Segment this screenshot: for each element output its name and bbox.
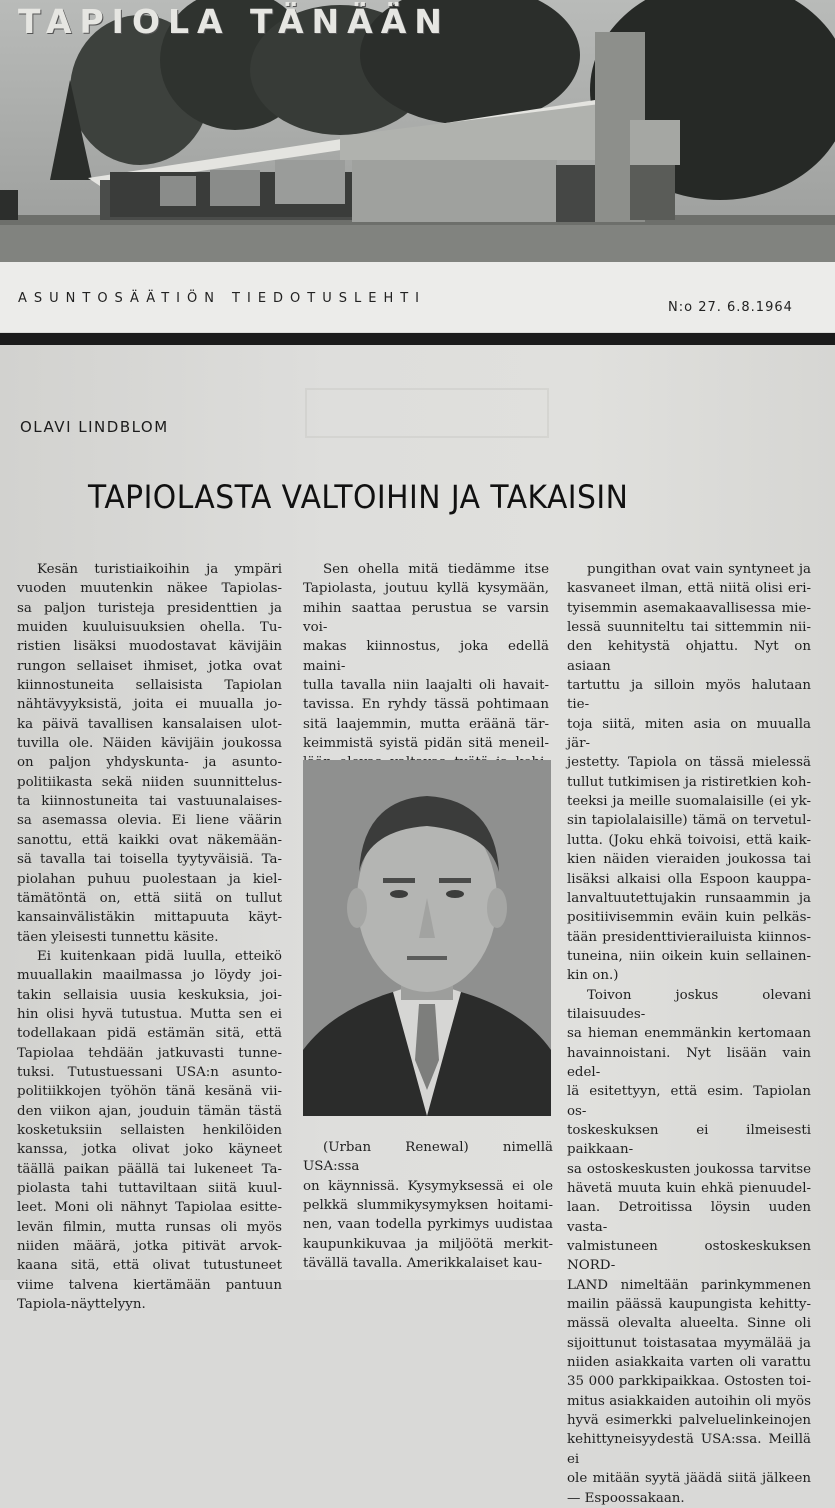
text-column-1 (17, 560, 282, 1314)
horizontal-rule (0, 333, 835, 345)
publication-name: ASUNTOSÄÄTIÖN TIEDOTUSLEHTI (18, 291, 427, 306)
text-line: mitus asiakkaiden autoihin oli myös (567, 1393, 811, 1409)
paragraph (567, 986, 811, 1508)
text-line: sin tapiolalaisille) tämä on tervetul- (567, 813, 811, 829)
text-line: viime talvena kiertämään pantuun (17, 1277, 282, 1293)
text-line: tavissa. En ryhdy tässä pohtimaan (303, 697, 549, 713)
text-line: ristien lisäksi muodostavat kävijäin (17, 639, 282, 655)
text-line: mailin päässä kaupungista kehitty- (567, 1297, 811, 1313)
text-line: laan. Detroitissa löysin uuden vasta- (567, 1200, 811, 1235)
text-line: vuoden muutenkin näkee Tapiolas- (17, 581, 282, 597)
text-line: nen, vaan todella pyrkimys uudistaa (303, 1217, 553, 1233)
text-column-2-bottom (303, 1138, 553, 1273)
text-line: hävetä muuta kuin ehkä pienuudel- (567, 1181, 811, 1196)
text-line: tartuttu ja silloin myös halutaan tie- (567, 678, 811, 713)
text-line: tuneina, niin oikein kuin sellainen- (567, 948, 811, 964)
text-line: nähtävyyksistä, joita ei muualla jo- (17, 697, 282, 713)
header-photo (0, 0, 835, 262)
text-line: Kesän turistiaikoihin ja ympäri (37, 562, 282, 577)
text-line: Ei kuitenkaan pidä luulla, etteikö (37, 948, 282, 964)
text-line: kaupunkikuvaa ja miljöötä merkit- (303, 1236, 553, 1252)
text-line: on käynnissä. Kysymyksessä ei ole (303, 1178, 553, 1194)
text-line: politiikkojen työhön tänä kesänä vii- (17, 1084, 282, 1100)
paragraph (567, 560, 811, 986)
text-line: täällä paikan päällä tai lukeneet Ta- (17, 1161, 282, 1177)
text-line: keimmistä syistä pidän sitä meneil- (303, 736, 549, 752)
text-line: ole mitään syytä jäädä siitä jälkeen (567, 1471, 811, 1487)
text-line: toskeskuksen ei ilmeisesti paikkaan- (567, 1122, 811, 1158)
text-line: den viikon ajan, jouduin tämän tästä (17, 1103, 282, 1119)
portrait-illustration (303, 760, 551, 1116)
text-line: todellakaan pidä estämän sitä, että (17, 1026, 282, 1042)
text-line: Tapiolaa tehdään jatkuvasti tunne- (17, 1045, 282, 1061)
text-line: valmistuneen ostoskeskuksen NORD- (567, 1239, 811, 1274)
text-line: on paljon yhdyskunta- ja asunto- (17, 755, 282, 771)
text-line: sa paljon turisteja presidenttien ja (17, 600, 282, 616)
text-line: kaana sitä, että olivat tutustuneet (17, 1258, 282, 1274)
text-line: tyisemmin asemakaavallisessa mie- (567, 600, 811, 616)
text-line: sanottu, että kaikki ovat näkemään- (17, 832, 282, 848)
paragraph (303, 1138, 553, 1273)
text-line: sa hieman enemmänkin kertomaan (567, 1026, 811, 1042)
text-line: Tapiola-näyttelyyn. (17, 1297, 146, 1313)
text-column-3 (567, 560, 811, 1508)
text-line: kin on.) (567, 968, 619, 984)
text-line: — Espoossakaan. (567, 1490, 685, 1506)
text-line: pelkkä slummikysymyksen hoitami- (303, 1198, 553, 1214)
text-line: Sen ohella mitä tiedämme itse (323, 562, 549, 577)
text-line: tuvilla ole. Näiden kävijäin joukossa (17, 736, 282, 752)
masthead-title: TAPIOLA TÄNÄÄN (18, 2, 450, 41)
text-line: hin olisi hyvä tutustua. Mutta sen ei (17, 1006, 282, 1022)
text-line: piolahan puhuu puolestaan ja kiel- (17, 871, 282, 887)
article-headline: TAPIOLASTA VALTOIHIN JA TAKAISIN (88, 478, 629, 516)
text-line: Tapiolasta, joutuu kyllä kysymään, (303, 581, 549, 597)
text-line: makas kiinnostus, joka edellä maini- (303, 639, 549, 674)
text-line: den kehitystä ohjattu. Nyt on asiaan (567, 639, 811, 674)
text-line: lanvaltuutettujakin runsaammin ja (567, 890, 811, 906)
text-line: leet. Moni oli nähnyt Tapiolaa esitte- (17, 1200, 282, 1216)
text-line: kiinnostuneita sellaisista Tapiolan (17, 678, 282, 694)
text-line: mässä olevalta alueelta. Sinne oli (567, 1316, 811, 1332)
author-name: OLAVI LINDBLOM (20, 418, 169, 436)
text-line: rungon sellaiset ihmiset, jotka ovat (17, 658, 282, 674)
text-line: teeksi ja meille suomalaisille (ei yk- (567, 794, 811, 810)
text-line: toja siitä, miten asia on muualla jär- (567, 716, 811, 752)
text-line: lä esitettyyn, että esim. Tapiolan os- (567, 1084, 811, 1119)
text-line: tuksi. Tutustuessani USA:n asunto- (17, 1064, 282, 1080)
text-line: sa ostoskeskusten joukossa tarvitse (567, 1161, 811, 1177)
text-line: LAND nimeltään parinkymmenen (567, 1277, 811, 1293)
text-line: lessä suunniteltu tai sittemmin nii- (567, 620, 811, 636)
text-line: tävällä tavalla. Amerikkalaiset kau- (303, 1256, 543, 1272)
text-line: niiden määrä, jotka pitivät arvok- (17, 1239, 282, 1255)
paragraph (17, 560, 282, 947)
text-line: piolasta tahi tuttaviltaan siitä kuul- (17, 1181, 282, 1196)
text-line: pungithan ovat vain syntyneet ja (587, 562, 811, 577)
text-line: positiivisemmin eväin kuin pelkäs- (567, 910, 811, 926)
text-line: ka päivä tavallisen kansalaisen ulot- (17, 716, 282, 732)
text-line: sa asemassa olevia. Ei liene väärin (17, 813, 282, 829)
text-line: kanssa, jotka olivat joko käyneet (17, 1142, 282, 1158)
text-line: ta kiinnostuneita tai vastuunalaises- (17, 794, 282, 810)
text-line: kien näiden vieraiden joukossa tai (567, 852, 811, 868)
text-line: (Urban Renewal) nimellä USA:ssa (303, 1140, 553, 1175)
text-line: hyvä esimerkki palveluelinkeinojen (567, 1413, 811, 1429)
text-line: Toivon joskus olevani tilaisuudes- (567, 987, 811, 1022)
text-line: kasvaneet ilman, että niitä olisi eri- (567, 581, 811, 597)
text-line: mihin saattaa perustua se varsin voi- (303, 600, 549, 636)
author-portrait (303, 760, 551, 1116)
text-line: tään presidenttivierailuista kiinnos- (567, 929, 811, 945)
text-line: täen yleisesti tunnettu käsite. (17, 929, 219, 945)
text-line: jestetty. Tapiola on tässä mielessä (567, 755, 811, 771)
text-line: lisäksi alkaisi olla Espoon kauppa- (567, 871, 811, 887)
text-line: tulla tavalla niin laajalti oli havait- (303, 678, 549, 694)
text-line: havainnoistani. Nyt lisään vain edel- (567, 1045, 811, 1080)
text-line: tullut tutkimisen ja ristiretkien koh- (567, 774, 811, 790)
text-line: kosketuksiin sellaisten henkilöiden (17, 1122, 282, 1138)
text-line: niiden asiakkaita varten oli varattu (567, 1355, 811, 1371)
text-line: 35 000 parkkipaikkaa. Ostosten toi- (567, 1374, 811, 1390)
text-line: politiikasta sekä niiden suunnittelus- (17, 774, 282, 790)
show-through-box (305, 388, 549, 438)
text-line: levän filmin, mutta runsas oli myös (17, 1219, 282, 1235)
text-line: kansainvälistäkin mittapuuta käyt- (17, 910, 282, 926)
text-line: takin sellaisia uusia keskuksia, joi- (17, 987, 282, 1003)
issue-info: N:o 27. 6.8.1964 (668, 300, 793, 315)
text-line: sijoittunut toistasataa myymälää ja (567, 1335, 811, 1351)
paragraph (17, 947, 282, 1315)
text-line: muuallakin maailmassa jo löydy joi- (17, 968, 282, 984)
text-line: tämätöntä on, että siitä on tullut (17, 890, 282, 906)
text-line: lutta. (Joku ehkä toivoisi, että kaik- (567, 832, 811, 848)
text-line: sä tavalla tai toisella tyytyväisiä. Ta- (17, 852, 282, 868)
text-line: kehittyneisyydestä USA:ssa. Meillä ei (567, 1432, 811, 1467)
text-line: sitä laajemmin, mutta eräänä tär- (303, 716, 549, 732)
text-line: muiden kuuluisuuksien ohella. Tu- (17, 620, 282, 636)
